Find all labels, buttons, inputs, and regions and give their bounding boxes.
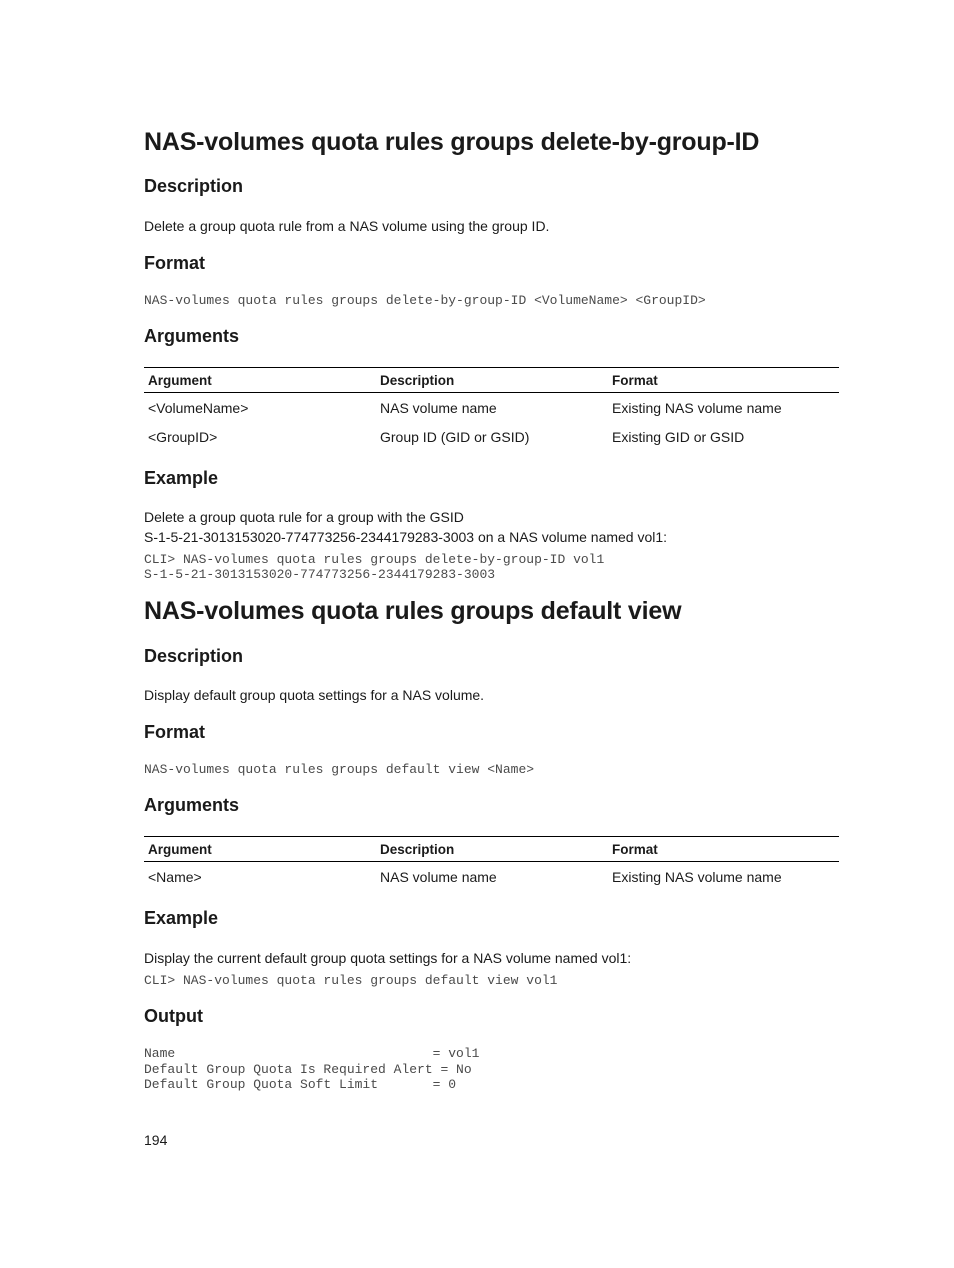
table-cell: <VolumeName> xyxy=(148,399,249,416)
format-code: NAS-volumes quota rules groups default view <Name> xyxy=(144,762,535,777)
output-heading: Output xyxy=(144,1006,203,1026)
table-cell: Existing GID or GSID xyxy=(612,428,745,445)
description-heading: Description xyxy=(144,646,244,666)
example-heading: Example xyxy=(144,908,219,928)
table-cell: Group ID (GID or GSID) xyxy=(380,428,530,445)
table-header-row xyxy=(144,368,839,393)
column-header: Argument xyxy=(144,368,376,393)
output-line: Default Group Quota Soft Limit = 0 xyxy=(144,1077,457,1092)
format-code: NAS-volumes quota rules groups delete-by-group-ID <VolumeName> <GroupID> xyxy=(144,293,706,308)
column-header: Description xyxy=(376,368,608,393)
table-cell: NAS volume name xyxy=(380,868,497,885)
example-code: CLI> NAS-volumes quota rules groups default view vol1 xyxy=(144,973,558,988)
arguments-table xyxy=(144,367,839,451)
arguments-heading: Arguments xyxy=(144,795,240,815)
example-code: S-1-5-21-3013153020-774773256-2344179283-3003 xyxy=(144,567,496,582)
format-heading: Format xyxy=(144,253,206,273)
format-heading: Format xyxy=(144,722,206,742)
arguments-table xyxy=(144,836,839,891)
section-title: NAS-volumes quota rules groups delete-by-group-ID xyxy=(144,128,760,156)
table-cell: NAS volume name xyxy=(380,399,497,416)
example-text: Display the current default group quota settings for a NAS volume named vol1: xyxy=(144,950,632,966)
example-text: Delete a group quota rule for a group with the GSID xyxy=(144,509,464,525)
section-title: NAS-volumes quota rules groups default view xyxy=(144,597,682,625)
description-heading: Description xyxy=(144,176,244,196)
column-header: Argument xyxy=(144,837,376,862)
example-heading: Example xyxy=(144,468,219,488)
description-text: Delete a group quota rule from a NAS volume using the group ID. xyxy=(144,218,550,234)
table-row xyxy=(144,393,839,423)
output-line: Name = vol1 xyxy=(144,1046,480,1061)
example-text: S-1-5-21-3013153020-774773256-2344179283-3003 on a NAS volume named vol1: xyxy=(144,529,668,545)
description-text: Display default group quota settings for a NAS volume. xyxy=(144,687,485,703)
arguments-heading: Arguments xyxy=(144,326,240,346)
table-cell: Existing NAS volume name xyxy=(612,399,782,416)
table-row xyxy=(144,862,839,892)
column-header: Description xyxy=(376,837,608,862)
table-cell: Existing NAS volume name xyxy=(612,868,782,885)
column-header: Format xyxy=(608,837,839,862)
output-line: Default Group Quota Is Required Alert = No xyxy=(144,1061,472,1077)
table-cell: <Name> xyxy=(148,868,202,885)
table-header-row xyxy=(144,837,839,862)
column-header: Format xyxy=(608,368,839,393)
page-number: 194 xyxy=(144,1132,168,1148)
example-code: CLI> NAS-volumes quota rules groups delete-by-group-ID vol1 xyxy=(144,552,605,567)
table-cell: <GroupID> xyxy=(148,428,218,445)
table-row xyxy=(144,422,839,451)
